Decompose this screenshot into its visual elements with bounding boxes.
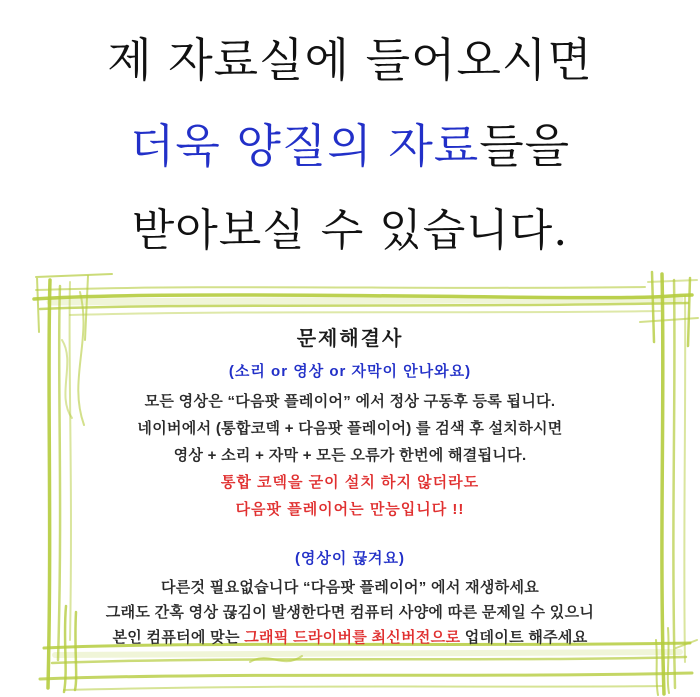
header-line-1: 제 자료실에 들어오시면 [107,33,593,87]
last-line-highlight: 그래픽 드라이버를 최신버전으로 [244,629,461,646]
header-line-2 [0,110,700,176]
section1-line: 영상 + 소리 + 자막 + 모든 오류가 한번에 해결됩니다. [173,447,527,464]
header-line-2-black: 들을 [479,119,571,173]
frame-right-border [640,272,698,694]
section1-warning-line: 통합 코덱을 굳이 설치 하지 않더라도 [220,474,480,491]
section1-warning-line: 다음팟 플레이어는 만능입니다 !! [235,501,465,518]
section1-line: 네이버에서 (통합코덱 + 다음팟 플레이어) 를 검색 후 설치하시면 [137,420,563,437]
troubleshooting-box [60,322,640,650]
box-title: 문제해결사 [296,328,404,350]
section1-line: 모든 영상은 “다음팟 플레이어” 에서 정상 구동후 등록 됩니다. [144,393,556,410]
last-line-suffix: 업데이트 해주세요 [460,629,588,646]
section2-last-line [60,625,640,650]
header-line-3: 받아보실 수 있습니다. [131,205,569,256]
section1-heading: (소리 or 영상 or 자막이 안나와요) [228,363,472,380]
last-line-prefix: 본인 컴퓨터에 맞는 [112,629,245,646]
section2-heading: (영상이 끊겨요) [294,550,406,567]
section2-line: 다른것 필요없습니다 “다음팟 플레이어” 에서 재생하세요 [160,579,540,596]
section2-line: 그래도 간혹 영상 끊김이 발생한다면 컴퓨터 사양에 따른 문제일 수 있으니 [105,604,595,621]
header-line-2-blue: 더욱 양질의 자료 [129,119,480,173]
